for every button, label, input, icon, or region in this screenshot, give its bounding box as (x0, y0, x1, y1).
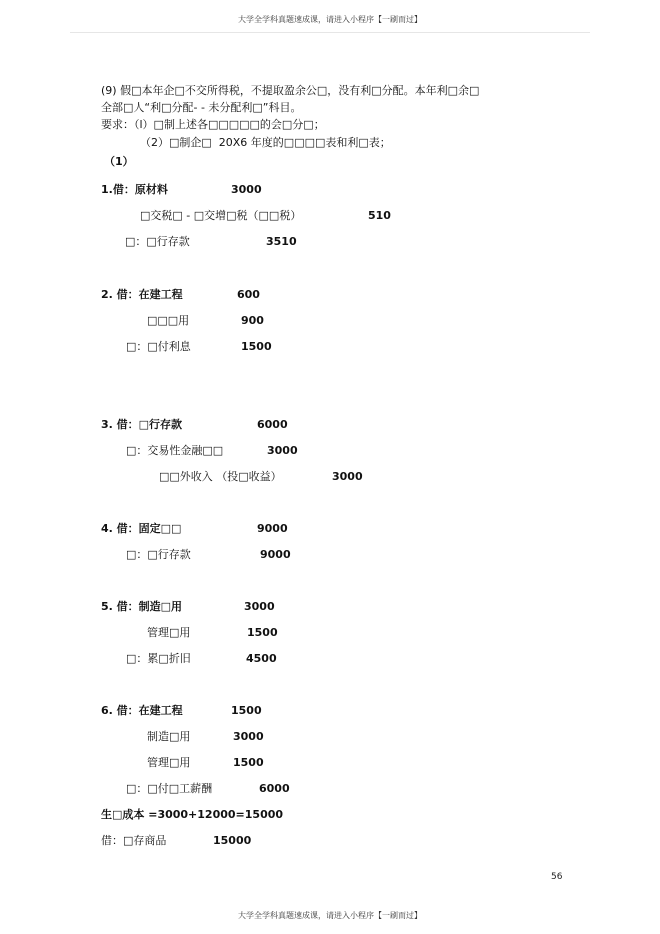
entry-amount: 3000 (267, 444, 298, 457)
entry-amount: 1500 (233, 756, 264, 769)
entry-amount: 3000 (332, 470, 363, 483)
entry-4-credit (126, 548, 526, 590)
entry-label: 1.借：原材料 (101, 183, 168, 196)
entry-label: □：交易性金融□□ (126, 444, 224, 457)
entry-amount: 600 (237, 288, 260, 301)
entry-label: □：□行存款 (125, 235, 190, 248)
entry-amount: 6000 (257, 418, 288, 431)
entry-amount: 3510 (266, 235, 297, 248)
intro-line-2: 全部□人“利□分配- - 未分配利□”科目。 (101, 101, 302, 114)
entry-amount: 510 (368, 209, 391, 222)
entry-3-credit-2 (159, 470, 559, 512)
entry-amount: 3000 (244, 600, 275, 613)
requirement-1: 要求：（l）□制上述各□□□□□的会□分□； (101, 118, 325, 131)
entry-label: 管理□用 (147, 626, 191, 639)
page-footer: 大学全学科真题速成课，请进入小程序【一刷而过】 (238, 911, 422, 920)
entry-label: 制造□用 (147, 730, 191, 743)
entry-2-credit (126, 340, 526, 382)
entry-label: □□外收入 （投□收益） (159, 470, 282, 483)
entry-1-credit (125, 235, 525, 277)
entry-label: □交税□ - □交增□税（□□税） (140, 209, 302, 222)
entry-label: 5. 借：制造□用 (101, 600, 183, 613)
entry-amount: 1500 (231, 704, 262, 717)
header-divider (70, 32, 590, 33)
entry-amount: 3000 (231, 183, 262, 196)
entry-label: 4. 借：固定□□ (101, 522, 182, 535)
entry-label: □□□用 (147, 314, 190, 327)
entry-label: □：累□折旧 (126, 652, 191, 665)
entry-amount: 4500 (246, 652, 277, 665)
entry-label: □：□付利息 (126, 340, 191, 353)
entry-amount: 9000 (260, 548, 291, 561)
entry-amount: 900 (241, 314, 264, 327)
entry-label: 2. 借：在建工程 (101, 288, 183, 301)
entry-label: 6. 借：在建工程 (101, 704, 183, 717)
entry-amount: 6000 (259, 782, 290, 795)
entry-5-credit (126, 652, 526, 694)
entry-label: □：□付□工薪酬 (126, 782, 213, 795)
page-number: 56 (551, 872, 563, 882)
entry-amount: 3000 (233, 730, 264, 743)
part-1-label: （1） (104, 155, 134, 168)
entry-amount: 1500 (241, 340, 272, 353)
requirement-2: （2）□制企□ 20X6 年度的□□□□表和利□表； (140, 136, 391, 149)
intro-line-1: (9) 假□本年企□不交所得税，不提取盈余公□，没有利□分配。本年利□余□ (101, 84, 480, 97)
entry-label: 借：□存商品 (101, 834, 167, 847)
inventory-debit (101, 834, 521, 876)
entry-amount: 1500 (247, 626, 278, 639)
entry-label: 3. 借：□行存款 (101, 418, 183, 431)
page-header: 大学全学科真题速成课，请进入小程序【一刷而过】 (238, 15, 422, 24)
entry-label: □：□行存款 (126, 548, 191, 561)
production-cost-line: 生□成本 =3000+12000=15000 (101, 808, 284, 821)
entry-amount: 15000 (213, 834, 252, 847)
entry-amount: 9000 (257, 522, 288, 535)
entry-label: 管理□用 (147, 756, 191, 769)
